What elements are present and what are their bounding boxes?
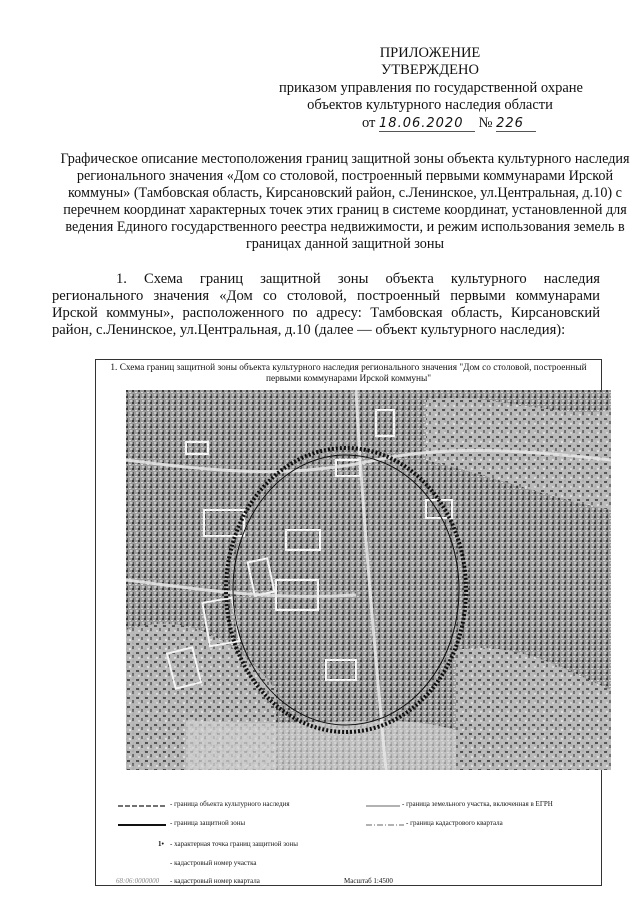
handwritten-number: 226: [496, 116, 536, 132]
order-line-1: приказом управления по государственной охране: [279, 80, 583, 96]
object-boundary-symbol: [118, 802, 168, 810]
legend-cadastral-quarter-boundary: - граница кадастрового квартала: [406, 819, 503, 827]
approved-label: УТВЕРЖДЕНО: [381, 62, 479, 78]
protection-zone-symbol: [118, 821, 168, 829]
legend-land-parcel: - граница земельного участка, включенная в ЕГРН: [402, 800, 553, 808]
legend-char-point: - характерная точка границ защитной зоны: [170, 840, 298, 848]
map-frame: [95, 359, 602, 886]
number-prefix: №: [478, 115, 493, 131]
legend-cadastral-parcel: - кадастровый номер участка: [170, 859, 257, 867]
order-date-line: [362, 115, 536, 132]
document-title: Графическое описание местоположения границ защитной зоны объекта культурного наследия регионального значения «Дом со столовой, построенный первыми коммунарами Ирской коммуны» (Тамбовская область, Кирсановский район, с.Ленинское, ул.Центральная, д.10) с перечнем координат характерных точек этих границ в системе координат, установленной для ведения Единого государственного реестра недвижимости, и режим использования земель в границах данной защитной зоны: [60, 151, 630, 252]
aerial-map-image: [126, 390, 611, 770]
section-1-paragraph: [52, 271, 600, 339]
cadastral-quarter-boundary-symbol: [366, 821, 406, 829]
cadastral-quarter-sample: 68:06:0000000: [116, 877, 160, 885]
order-line-2: объектов культурного наследия области: [307, 97, 553, 113]
legend-cadastral-quarter: - кадастровый номер квартала: [170, 877, 260, 885]
map-legend: [96, 778, 601, 883]
land-parcel-symbol: [366, 802, 402, 810]
char-point-symbol: 1•: [158, 840, 164, 848]
date-prefix: от: [362, 115, 376, 131]
appendix-label: ПРИЛОЖЕНИЕ: [379, 45, 481, 61]
legend-object-boundary: - граница объекта культурного наследия: [170, 800, 290, 808]
handwritten-date: 18.06.2020: [379, 116, 475, 132]
legend-protection-zone: - граница защитной зоны: [170, 819, 246, 827]
section-1-text: 1. Схема границ защитной зоны объекта культурного наследия регионального значения «Дом со столовой, построенный первыми коммунарами Ирской коммуны», расположенного по адресу: Тамбовская область, Кирсановский район, с.Ленинское, ул.Центральная, д.10 (далее — объект культурного наследия):: [52, 271, 600, 338]
map-scale: Масштаб 1:4500: [344, 877, 393, 885]
map-caption: 1. Схема границ защитной зоны объекта культурного наследия регионального значения "Дом со столовой, построенный первыми коммунарами Ирской коммуны": [110, 363, 587, 384]
